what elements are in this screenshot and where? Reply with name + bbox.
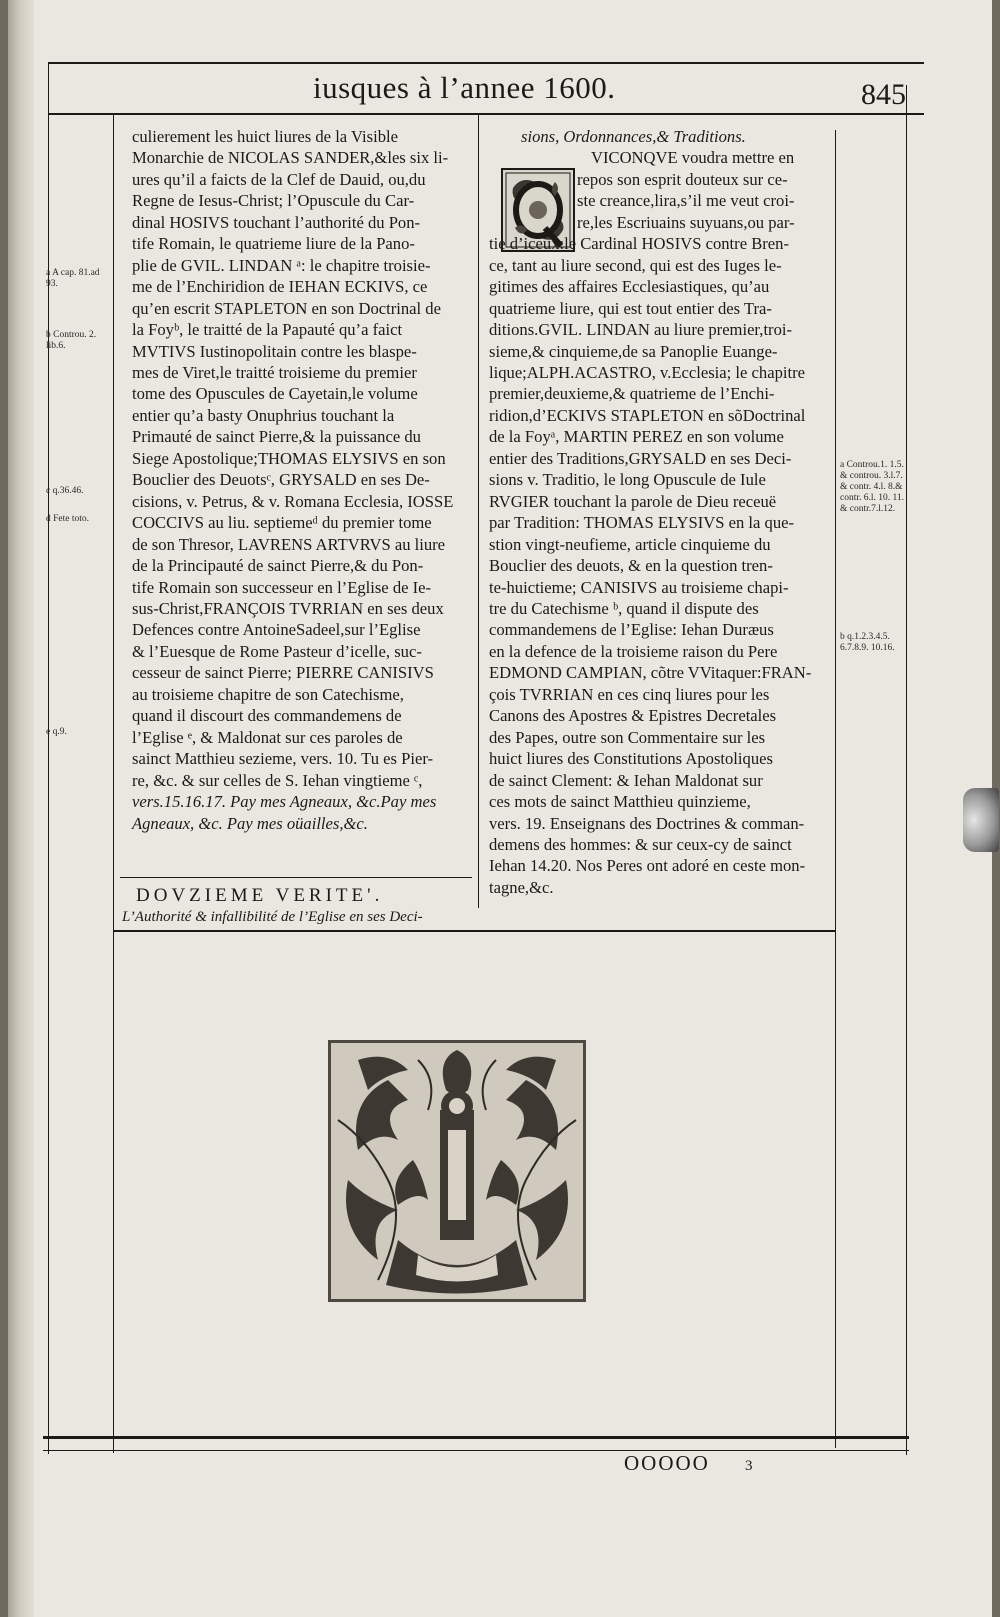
text-line: çois TVRRIAN en ces cinq liures pour les [489,684,770,704]
text-line: des Papes, outre son Commentaire sur les [489,727,766,747]
text-line: au troisieme chapitre de son Catechisme, [132,684,404,704]
text-line: sions, Ordonnances,& Traditions. [521,127,746,146]
text-line: vers. 19. Enseignans des Doctrines & comman- [489,813,805,833]
text-line: Defences contre AntoineSadeel,sur l’Eglise [132,620,421,640]
running-head: iusques à l’annee 1600. [313,70,616,105]
text-line: ce, tant au liure second, qui est des Iuges le- [489,255,782,275]
book-binding-shadow [8,0,34,1617]
text-line: de la Principauté de sainct Pierre,& du Pon- [132,556,424,576]
text-line: & l’Euesque de Rome Pasteur d’icelle, suc- [132,641,422,661]
text-line: sieme,& cinquieme,de sa Panoplie Euange- [489,341,778,361]
top-rule [48,62,924,64]
page-clip-icon [963,788,999,852]
text-line: culierement les huict liures de la Visible [132,127,398,146]
text-line: RVGIER touchant la parole de Dieu receuë [489,491,777,511]
margin-note: c q.36.46. [46,486,84,496]
text-line: te-huictieme; CANISIVS au troisieme chapi- [489,577,789,597]
text-line: me de l’Enchiridion de IEHAN ECKIVS, ce [132,277,428,297]
text-line: Monarchie de NICOLAS SANDER,&les six li- [132,148,449,168]
text-line: stion vingt-neufieme, article cinquieme du [489,534,771,554]
text-line: VICONQVE voudra mettre en [591,148,795,168]
text-line: tie d’iceux:le Cardinal HOSIVS contre Bren- [489,234,789,254]
text-line: ces mots de sainct Matthieu quinzieme, [489,792,751,812]
text-line: MVTIVS Iustinopolitain contre les blaspe- [132,341,417,361]
margin-note: b Controu. 2. lib.6. [46,330,97,351]
right-text-column [489,126,834,898]
text-line: Agneaux, &c. Pay mes oüailles,&c. [132,813,368,833]
left-column-line [113,113,114,1453]
text-line: re,les Escriuains suyuans,ou par- [577,212,795,232]
margin-note: a A cap. 81.ad 93. [46,268,100,289]
text-line: plie de GVIL. LINDAN ᵃ: le chapitre troisie- [132,255,431,275]
center-column-line [478,113,479,908]
text-line: Iehan 14.20. Nos Peres ont adoré en ceste mon- [489,856,806,876]
book-page [8,0,992,1617]
margin-note: a Controu.1. 1.5. & controu. 3.l.7. & contr. 4.l. 8.& contr. 6.l. 10. 11. & contr.7.l.12. [840,460,905,514]
text-line: tre du Catechisme ᵇ, quand il dispute des [489,598,759,618]
text-line: qu’en escrit STAPLETON en son Doctrinal de [132,298,441,318]
text-end-rule [113,930,835,932]
text-line: gitimes des affaires Ecclesiastiques, qu’au [489,277,770,297]
text-line: repos son esprit douteux sur ce- [577,169,788,189]
text-line: demens des hommes: & sur ceux-cy de sainct [489,834,792,854]
text-line: de la Foyᵃ, MARTIN PEREZ en son volume [489,427,784,447]
section-subtitle: L’Authorité & infallibilité de l’Eglise en ses Deci- [122,909,423,925]
text-line: premier,deuxieme,& quatrieme de l’Enchi- [489,384,775,404]
bottom-rule [43,1436,909,1439]
text-line: sions v. Traditio, le long Opuscule de Iule [489,470,766,490]
text-line: re, &c. & sur celles de S. Iehan vingtieme ᶜ, [132,770,423,790]
text-line: tife Romain, le quatrieme liure de la Pano- [132,234,415,254]
text-line: Siege Apostolique;THOMAS ELYSIVS en son [132,448,446,468]
text-line: quatrieme liure, qui est tout entier des Tra- [489,298,772,318]
section-rule [120,877,472,878]
text-line: tome des Opuscules de Cayetain,le volume [132,384,418,404]
text-line: COCCIVS au liu. septiemeᵈ du premier tome [132,513,432,533]
text-line: huict liures des Constitutions Apostoliques [489,749,773,769]
text-line: ridion,d’ECKIVS STAPLETON en sõDoctrinal [489,405,806,425]
margin-note: e q.9. [46,727,67,737]
woodcut-ornament-icon [328,1040,586,1302]
text-line: sus-Christ,FRANÇOIS TVRRIAN en ses deux [132,598,444,618]
text-line: vers.15.16.17. Pay mes Agneaux, &c.Pay mes [132,792,437,812]
text-line: entier des Traditions,GRYSALD en ses Deci- [489,448,792,468]
text-line: cisions, v. Petrus, & v. Romana Ecclesia, IOSSE [132,491,454,511]
text-line: la Foyᵇ, le traitté de la Papauté qu’a faict [132,320,403,340]
bottom-rule-thin [43,1450,909,1451]
text-line: commandemens de l’Eglise: Iehan Duræus [489,620,774,640]
text-line: EDMOND CAMPIAN, cõtre VVitaquer:FRAN- [489,663,812,683]
right-frame-line [906,85,907,1455]
text-line: en la defence de la troisieme raison du Pere [489,641,778,661]
text-line: Canons des Apostres & Epistres Decretales [489,706,777,726]
text-line: Bouclier des Deuotsᶜ, GRYSALD en ses De- [132,470,430,490]
text-line: ste creance,lira,s’il me veut croi- [577,191,795,211]
text-line: Primauté de sainct Pierre,& la puissance du [132,427,421,447]
text-line: tife Romain son successeur en l’Eglise de Ie- [132,577,432,597]
margin-note: b q.1.2.3.4.5. 6.7.8.9. 10.16. [840,632,895,653]
margin-note: d Fete toto. [46,514,90,524]
text-line: Bouclier des deuots, & en la question tren- [489,556,773,576]
text-line: quand il discourt des commandemens de [132,706,402,726]
text-line: Regne de Iesus-Christ; l’Opuscule du Car- [132,191,415,211]
catchword: OOOOO [624,1451,710,1475]
text-line: mes de Viret,le traitté troisieme du premier [132,362,417,382]
text-line: lique;ALPH.ACASTRO, v.Ecclesia; le chapitre [489,362,805,382]
signature-mark: 3 [745,1458,753,1474]
text-line: l’Eglise ᵉ, & Maldonat sur ces paroles de [132,727,403,747]
text-line: ditions.GVIL. LINDAN au liure premier,troi- [489,320,793,340]
text-line: tagne,&c. [489,877,554,897]
left-text-column [132,126,477,834]
text-line: dinal HOSIVS touchant l’authorité du Pon- [132,212,421,232]
right-column-line [835,130,836,1448]
text-line: de son Thresor, LAVRENS ARTVRVS au liure [132,534,446,554]
section-title: DOVZIEME VERITE'. [136,885,384,906]
folio-number: 845 [861,78,906,111]
text-line: par Tradition: THOMAS ELYSIVS en la que- [489,513,795,533]
text-line: sainct Matthieu sezieme, vers. 10. Tu es Pier- [132,749,434,769]
head-rule [48,113,924,115]
text-line: de sainct Clement: & Iehan Maldonat sur [489,770,763,790]
text-line: entier qu’a basty Onuphrius touchant la [132,405,395,425]
text-line: ures qu’il a faicts de la Clef de Dauid, ou,du [132,169,426,189]
text-line: cesseur de sainct Pierre; PIERRE CANISIVS [132,663,434,683]
